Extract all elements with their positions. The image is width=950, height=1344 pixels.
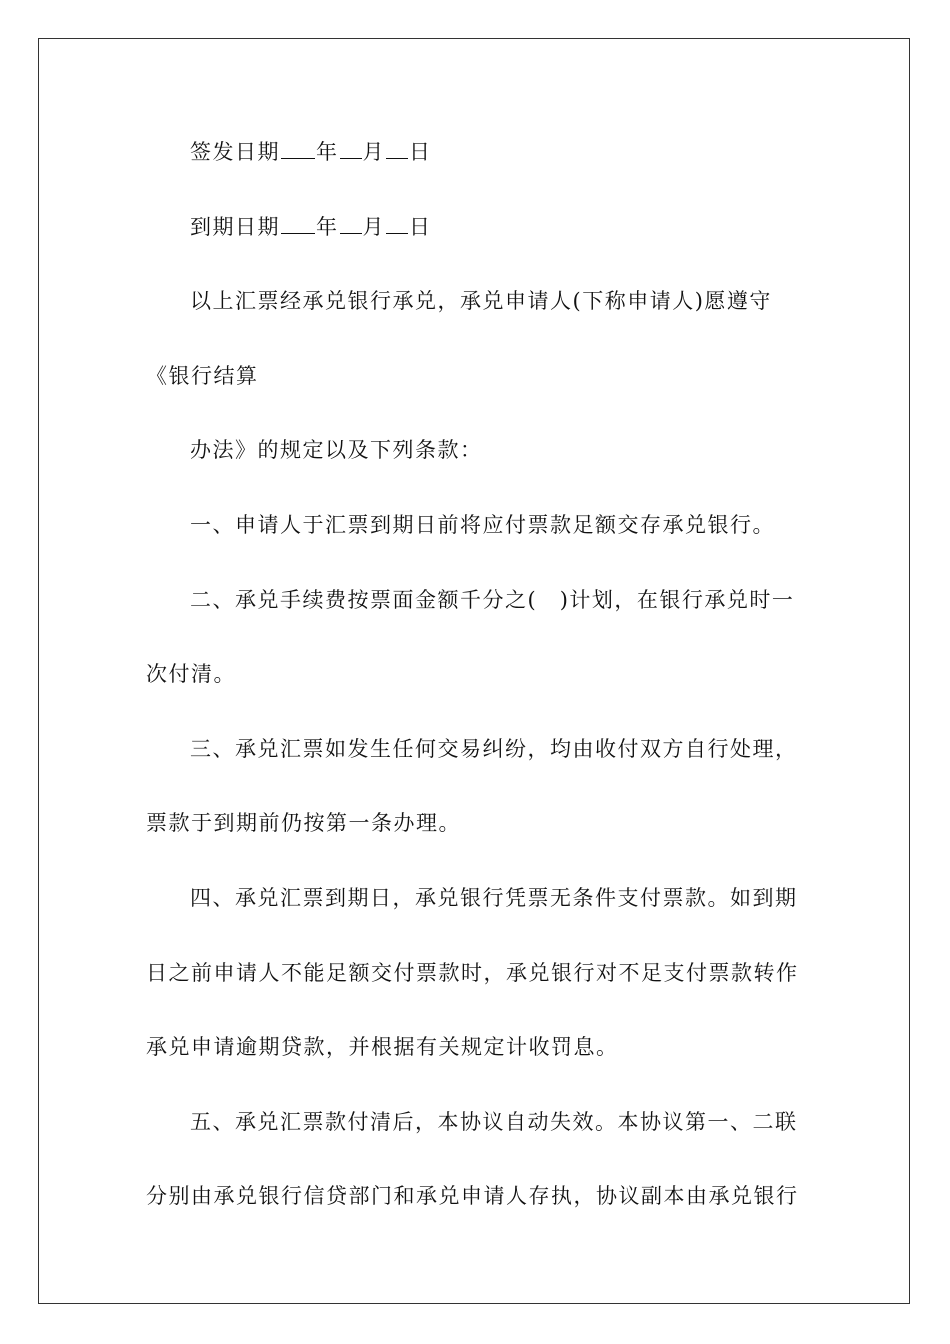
document-body — [146, 129, 806, 1248]
blank-year — [281, 157, 315, 159]
paragraph-line: 以上汇票经承兑银行承兑，承兑申请人(下称申请人)愿遵守 — [190, 289, 772, 314]
blank-year — [281, 232, 315, 234]
clause-1: 一、申请人于汇票到期日前将应付票款足额交存承兑银行。 — [190, 512, 775, 537]
clause-2: 二、承兑手续费按票面金额千分之( )计划，在银行承兑时一 — [190, 587, 795, 612]
blank-day — [386, 232, 408, 234]
day-label: 日 — [409, 214, 432, 239]
due-date-label: 到期日期 — [190, 214, 280, 239]
clause-2-cont: 次付清。 — [146, 662, 236, 687]
clause-3-cont: 票款于到期前仍按第一条办理。 — [146, 811, 461, 836]
clause-4: 四、承兑汇票到期日，承兑银行凭票无条件支付票款。如到期 — [190, 885, 798, 910]
clause-3: 三、承兑汇票如发生任何交易纠纷，均由收付双方自行处理， — [190, 736, 798, 761]
clause-4-cont: 承兑申请逾期贷款，并根据有关规定计收罚息。 — [146, 1035, 619, 1060]
paragraph-line: 《银行结算 — [146, 363, 259, 388]
issue-date-label: 签发日期 — [190, 140, 280, 164]
clause-5-cont: 分别由承兑银行信贷部门和承兑申请人存执，协议副本由承兑银行 — [146, 1184, 799, 1209]
clause-4-cont: 日之前申请人不能足额交付票款时，承兑银行对不足支付票款转作 — [146, 960, 799, 985]
year-label: 年 — [316, 214, 339, 239]
paragraph-line: 办法》的规定以及下列条款： — [190, 438, 483, 463]
month-label: 月 — [362, 140, 385, 164]
blank-month — [340, 157, 362, 159]
month-label: 月 — [362, 214, 385, 239]
issue-date-line — [146, 129, 806, 204]
due-date-line — [146, 204, 806, 279]
day-label: 日 — [409, 140, 432, 164]
blank-day — [386, 157, 408, 159]
clause-5: 五、承兑汇票款付清后，本协议自动失效。本协议第一、二联 — [190, 1109, 798, 1134]
year-label: 年 — [316, 140, 339, 164]
blank-month — [340, 232, 362, 234]
